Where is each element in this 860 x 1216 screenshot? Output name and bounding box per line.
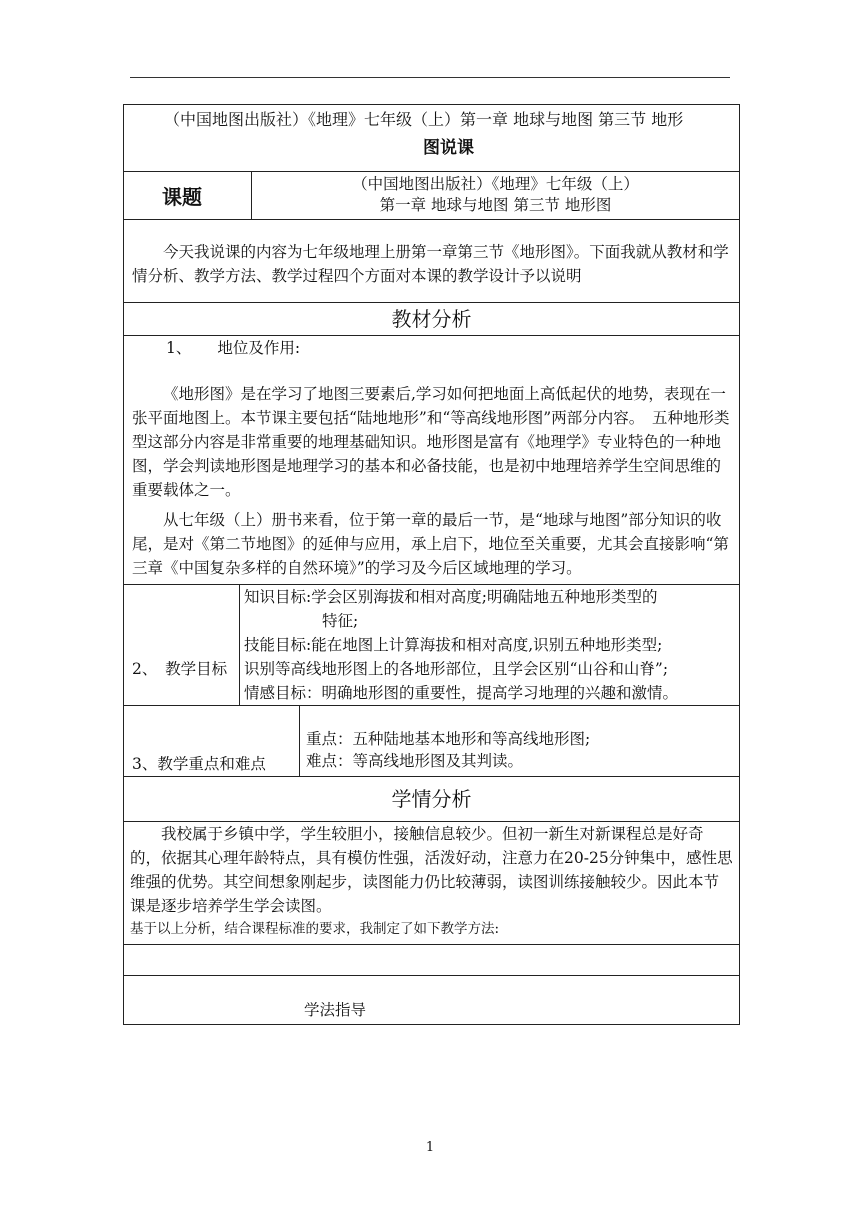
header-rule bbox=[130, 77, 730, 78]
title-line-1: （中国地图出版社）《地理》七年级（上）第一章 地球与地图 第三节 地形 bbox=[164, 110, 684, 129]
position-title: 地位及作用: bbox=[217, 339, 301, 357]
page-number: 1 bbox=[425, 1140, 435, 1155]
position-paragraph-2: 从七年级（上）册书来看，位于第一章的最后一节，是“地球与地图”部分知识的收尾，是对《第二节地图》的延伸与应用，承上启下，地位至关重要，尤其会直接影响“第三章《中国复杂多样的自然环境》”的学习及今后区域地理的学习。 bbox=[132, 511, 729, 577]
title-line-2: 图说课 bbox=[423, 138, 474, 158]
student-analysis-content bbox=[124, 822, 740, 945]
position-number: 1、 bbox=[166, 339, 192, 357]
document-title bbox=[124, 105, 740, 172]
difficulty-point: 难点：等高线地形图及其判读。 bbox=[306, 752, 524, 770]
topic-value-line-1: （中国地图出版社）《地理》七年级（上） bbox=[352, 175, 639, 193]
knowledge-goal-line-2: 特征; bbox=[322, 612, 359, 630]
student-analysis-note: 基于以上分析，结合课程标准的要求，我制定了如下教学方法: bbox=[130, 921, 500, 937]
goals-label bbox=[124, 585, 240, 706]
topic-value bbox=[252, 172, 740, 220]
position-subheading bbox=[132, 336, 731, 360]
student-analysis-paragraph: 我校属于乡镇中学，学生较胆小，接触信息较少。但初一新生对新课程总是好奇的，依据其心理年龄特点，具有模仿性强，活泼好动，注意力在20-25分钟集中，感性思维强的优势。其空间想象刚起步，读图能力仍比较薄弱，读图训练接触较少。因此本节课是逐步培养学生学会读图。 bbox=[130, 825, 733, 915]
knowledge-goal-line-1: 知识目标:学会区别海拔和相对高度;明确陆地五种地形类型的 bbox=[244, 588, 658, 606]
goals-label-text: 2、 教学目标 bbox=[132, 660, 228, 678]
key-points-content bbox=[300, 706, 740, 777]
key-points-label: 3、教学重点和难点 bbox=[124, 706, 300, 777]
skill-goal-line-2: 识别等高线地形图上的各地形部位，且学会区别“山谷和山脊”; bbox=[244, 660, 669, 678]
topic-label: 课题 bbox=[124, 172, 252, 220]
key-point: 重点：五种陆地基本地形和等高线地形图; bbox=[306, 730, 591, 748]
topic-value-line-2: 第一章 地球与地图 第三节 地形图 bbox=[379, 196, 612, 214]
goals-content bbox=[240, 585, 740, 706]
intro-paragraph: 今天我说课的内容为七年级地理上册第一章第三节《地形图》。下面我就从教材和学情分析、教学方法、教学过程四个方面对本课的教学设计予以说明 bbox=[124, 220, 740, 303]
skill-goal-line-1: 技能目标:能在地图上计算海拔和相对高度,识别五种地形类型; bbox=[244, 636, 663, 654]
method-guidance: 学法指导 bbox=[124, 976, 740, 1025]
lesson-plan-table bbox=[123, 104, 740, 1025]
emotion-goal: 情感目标：明确地形图的重要性，提高学习地理的兴趣和激情。 bbox=[244, 684, 679, 702]
blank-row bbox=[124, 945, 740, 976]
student-analysis-heading: 学情分析 bbox=[124, 777, 740, 822]
position-section bbox=[124, 336, 740, 585]
position-paragraph-1: 《地形图》是在学习了地图三要素后,学习如何把地面上高低起伏的地势，表现在一张平面地图上。本节课主要包括“陆地地形”和“等高线地形图”两部分内容。 五种地形类型这部分内容是非常重要的地理基础知识。地形图是富有《地理学》专业特色的一种地图，学会判读地形图是地理学习的基本和必备技能，也是初中地理培养学生空间思维的重要载体之一。 bbox=[132, 385, 730, 499]
textbook-analysis-heading: 教材分析 bbox=[124, 303, 740, 336]
